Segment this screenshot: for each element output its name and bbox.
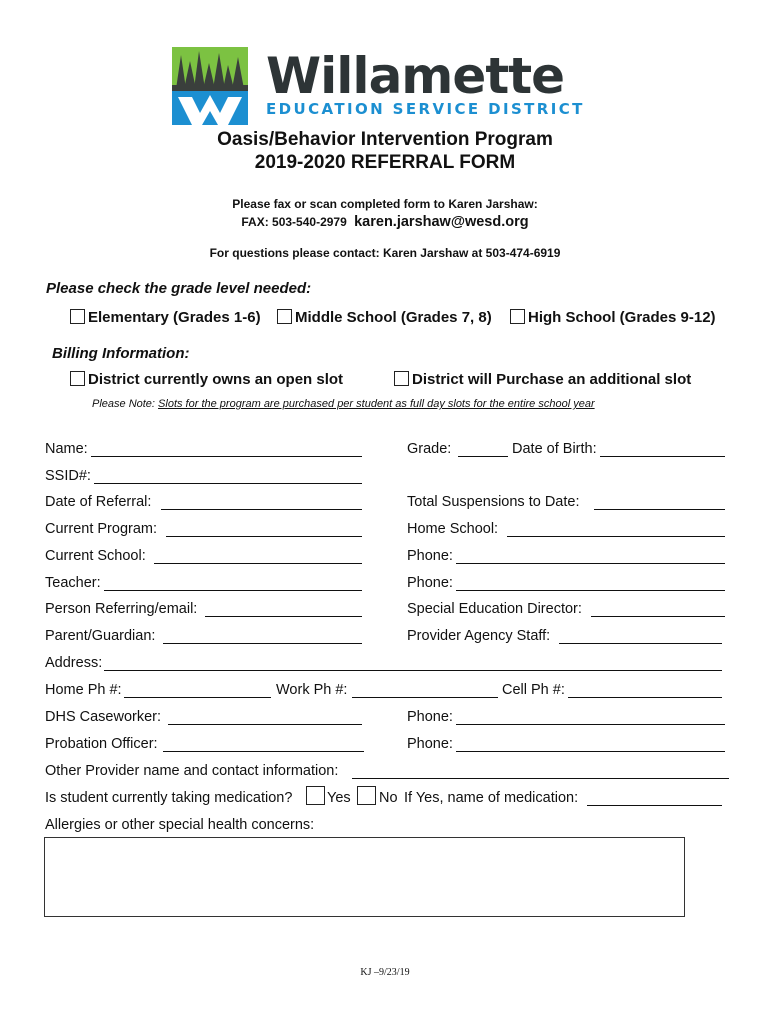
checkbox[interactable] (510, 309, 525, 324)
brand-subtitle: EDUCATION SERVICE DISTRICT (266, 100, 585, 118)
phone-label: Phone: (407, 709, 453, 725)
checkbox[interactable] (70, 309, 85, 324)
dhs-caseworker-label: DHS Caseworker: (45, 709, 162, 725)
date-referral-label: Date of Referral: (45, 494, 152, 510)
medication-yes-checkbox[interactable] (306, 786, 325, 805)
grade-field[interactable] (458, 456, 508, 457)
billing-heading: Billing Information: (52, 345, 190, 362)
wesd-logo (172, 47, 602, 129)
billing-option-open-slot[interactable]: District currently owns an open slot (70, 371, 343, 388)
total-suspensions-field[interactable] (594, 509, 725, 510)
dhs-caseworker-field[interactable] (168, 724, 362, 725)
dob-field[interactable] (600, 456, 725, 457)
phone-field[interactable] (456, 724, 725, 725)
current-school-field[interactable] (154, 563, 362, 564)
grade-option-high[interactable]: High School (Grades 9-12) (510, 309, 716, 326)
checkbox[interactable] (394, 371, 409, 386)
name-field[interactable] (91, 456, 362, 457)
ssid-field[interactable] (94, 483, 362, 484)
contact-line: For questions please contact: Karen Jarshaw at 503-474-6919 (209, 246, 561, 260)
allergies-label: Allergies or other special health concerns: (45, 817, 315, 833)
medication-name-field[interactable] (587, 805, 722, 806)
address-label: Address: (45, 655, 103, 671)
cell-phone-label: Cell Ph #: (502, 682, 565, 698)
work-phone-field[interactable] (352, 697, 498, 698)
current-school-label: Current School: (45, 548, 146, 564)
home-phone-label: Home Ph #: (45, 682, 122, 698)
sped-director-field[interactable] (591, 616, 725, 617)
parent-guardian-label: Parent/Guardian: (45, 628, 156, 644)
form-revision-code: KJ –9/23/19 (360, 967, 410, 978)
home-school-field[interactable] (507, 536, 725, 537)
fax-number: FAX: 503-540-2979 (241, 215, 347, 229)
grade-heading: Please check the grade level needed: (46, 280, 312, 297)
dob-label: Date of Birth: (512, 441, 597, 457)
medication-no-checkbox[interactable] (357, 786, 376, 805)
name-label: Name: (45, 441, 88, 457)
probation-officer-label: Probation Officer: (45, 736, 158, 752)
phone-field[interactable] (456, 563, 725, 564)
checkbox[interactable] (277, 309, 292, 324)
sped-director-label: Special Education Director: (407, 601, 582, 617)
fax-email-line (0, 214, 770, 230)
current-program-label: Current Program: (45, 521, 158, 537)
phone-label: Phone: (407, 736, 453, 752)
teacher-label: Teacher: (45, 575, 101, 591)
form-title: 2019-2020 REFERRAL FORM (254, 152, 516, 173)
person-referring-label: Person Referring/email: (45, 601, 198, 617)
billing-note: Please Note: Slots for the program are purchased per student as full day slots for the entire school year (92, 398, 595, 410)
phone-field[interactable] (456, 751, 725, 752)
address-field[interactable] (104, 670, 722, 671)
grade-option-middle[interactable]: Middle School (Grades 7, 8) (277, 309, 492, 326)
provider-staff-label: Provider Agency Staff: (407, 628, 551, 644)
date-referral-field[interactable] (161, 509, 362, 510)
grade-option-elementary[interactable]: Elementary (Grades 1-6) (70, 309, 261, 326)
person-referring-field[interactable] (205, 616, 362, 617)
no-label: No (379, 790, 398, 806)
teacher-field[interactable] (104, 590, 362, 591)
home-school-label: Home School: (407, 521, 499, 537)
medication-question: Is student currently taking medication? (45, 790, 293, 806)
cell-phone-field[interactable] (568, 697, 722, 698)
parent-guardian-field[interactable] (163, 643, 362, 644)
work-phone-label: Work Ph #: (276, 682, 348, 698)
program-title: Oasis/Behavior Intervention Program (217, 129, 553, 150)
yes-label: Yes (327, 790, 351, 806)
billing-option-purchase[interactable]: District will Purchase an additional slot (394, 371, 691, 388)
grade-label: Grade: (407, 441, 452, 457)
probation-officer-field[interactable] (163, 751, 364, 752)
home-phone-field[interactable] (124, 697, 271, 698)
other-provider-label: Other Provider name and contact information: (45, 763, 339, 779)
brand-name: Willamette (266, 47, 565, 105)
current-program-field[interactable] (166, 536, 362, 537)
contact-email[interactable]: karen.jarshaw@wesd.org (354, 214, 529, 230)
total-suspensions-label: Total Suspensions to Date: (407, 494, 580, 510)
other-provider-field[interactable] (352, 778, 729, 779)
ssid-label: SSID#: (45, 468, 91, 484)
provider-staff-field[interactable] (559, 643, 722, 644)
phone-field[interactable] (456, 590, 725, 591)
fax-instruction: Please fax or scan completed form to Karen Jarshaw: (232, 197, 538, 211)
forest-logo-icon (172, 47, 248, 125)
allergies-textarea[interactable] (44, 837, 685, 917)
checkbox[interactable] (70, 371, 85, 386)
medication-name-label: If Yes, name of medication: (404, 790, 579, 806)
phone-label: Phone: (407, 575, 453, 591)
phone-label: Phone: (407, 548, 453, 564)
